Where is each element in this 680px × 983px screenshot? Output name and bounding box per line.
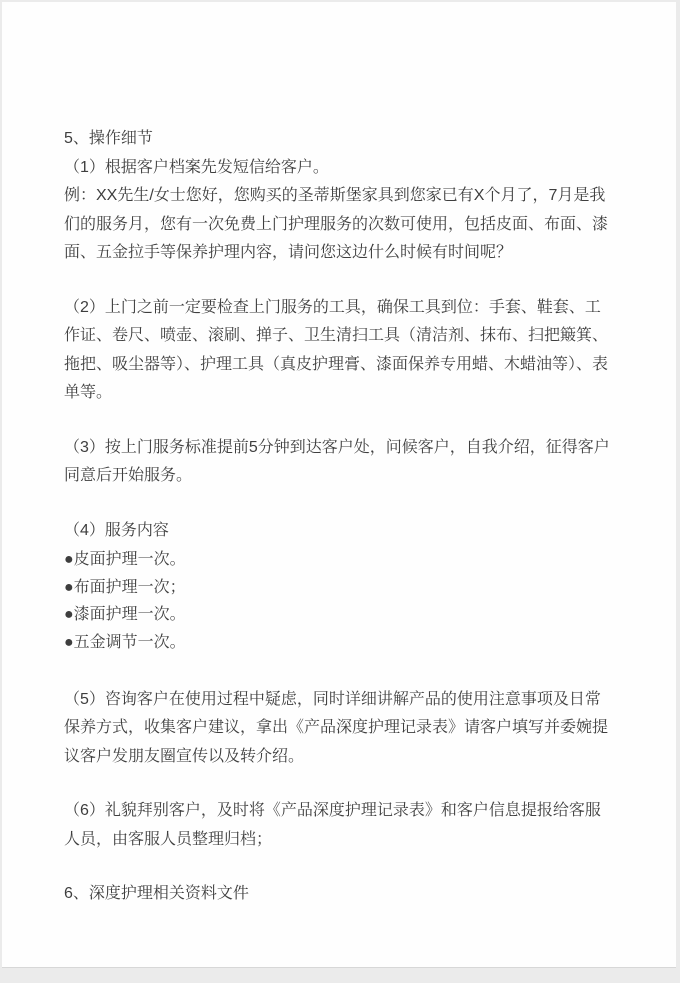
section-5-item-5: （5）咨询客户在使用过程中疑虑，同时详细讲解产品的使用注意事项及日常保养方式，收集客户建议，拿出《产品深度护理记录表》请客户填写并委婉提议客户发朋友圈宣传以及转介绍。 [64,690,609,765]
section-5-heading: 5、操作细节 [64,130,153,147]
section-5-intro [64,125,616,268]
service-content-list [64,546,616,657]
section-5-item-4-block [64,517,616,657]
section-5-item-1-example: 例：XX先生/女士您好，您购买的圣蒂斯堡家具到您家已有X个月了，7月是我们的服务月，您有一次免费上门护理服务的次数可使用，包括皮面、布面、漆面、五金拉手等保养护理内容，请问您这边什么时候有时间呢？ [64,187,609,261]
list-item-leather-care: ●皮面护理一次。 [64,551,186,568]
section-5-item-6-block [64,797,616,854]
list-item-fabric-care: ●布面护理一次； [64,578,186,596]
section-5-item-4-heading: （4）服务内容 [64,521,169,539]
section-6-block [64,880,616,909]
section-6-heading: 6、深度护理相关资料文件 [64,885,249,903]
section-5-item-2: （2）上门之前一定要检查上门服务的工具，确保工具到位：手套、鞋套、工作证、卷尺、喷壶、滚刷、掸子、卫生清扫工具（清洁剂、抹布、扫把簸箕、拖把、吸尘器等）、护理工具（真皮护理膏、漆面保养专用蜡、木蜡油等）、表单等。 [64,298,609,401]
section-5-item-6: （6）礼貌拜别客户，及时将《产品深度护理记录表》和客户信息提报给客服人员，由客服人员整理归档； [64,802,601,848]
section-5-item-1: （1）根据客户档案先发短信给客户。 [64,158,329,176]
document-content [2,2,676,909]
section-5-item-3-block [64,434,616,491]
section-5-item-2-block [64,294,616,408]
list-item-hardware-adjust: ●五金调节一次。 [64,634,186,652]
section-5-item-3: （3）按上门服务标准提前5分钟到达客户处，问候客户，自我介绍，征得客户同意后开始服务。 [64,438,610,484]
section-5-item-5-block [64,686,616,772]
document-page [2,2,676,968]
list-item-paint-care: ●漆面护理一次。 [64,606,186,624]
